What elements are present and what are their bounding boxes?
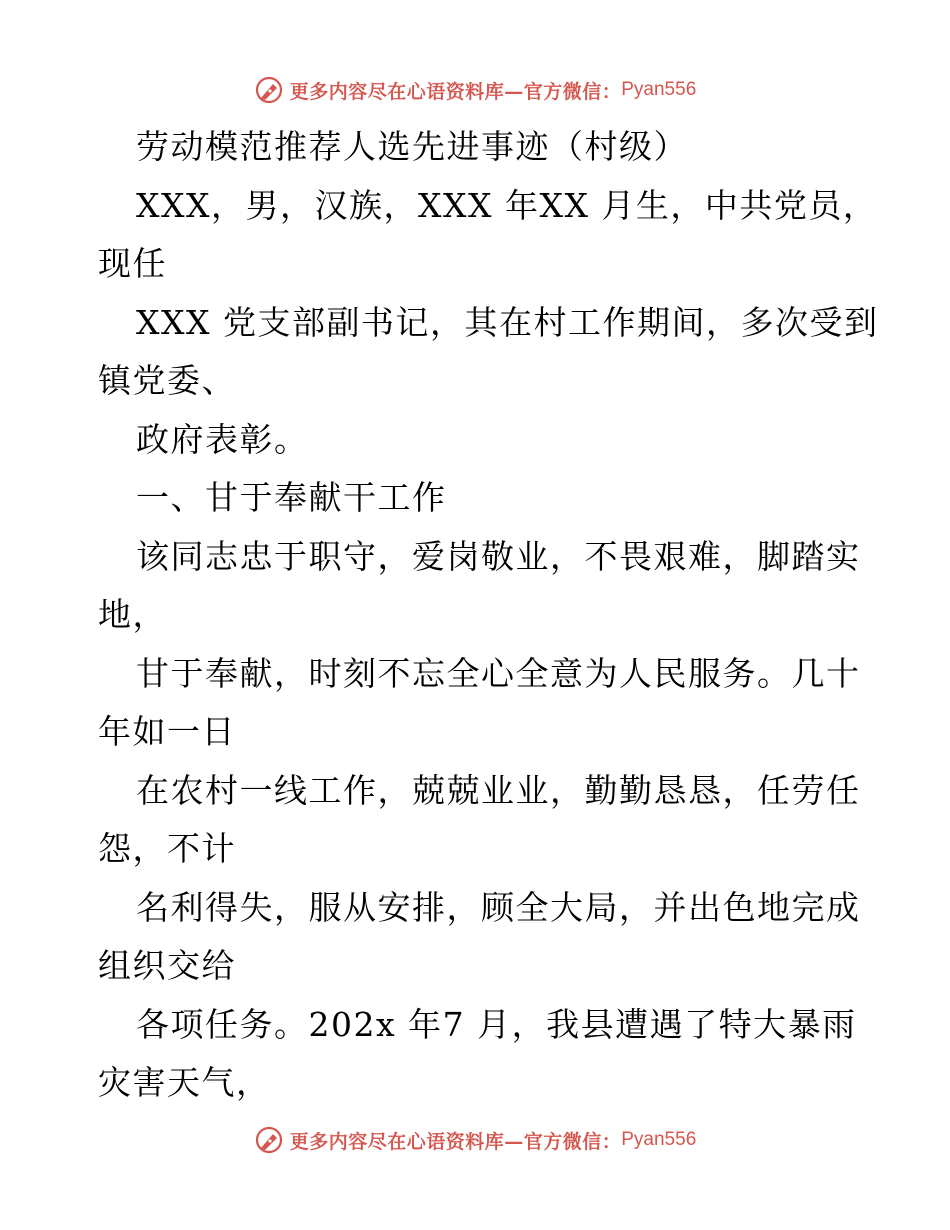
document-title: 劳动模范推荐人选先进事迹（村级）: [136, 127, 688, 166]
paragraph-line: 现任: [98, 244, 167, 283]
section-heading: 一、甘于奉献干工作: [136, 478, 447, 517]
paragraph-line: XXX，男，汉族，XXX 年XX 月生，中共党员，: [136, 185, 878, 225]
paragraph-line: 年如一日: [98, 712, 236, 751]
watermark-text: 更多内容尽在心语资料库—官方微信：: [289, 1130, 622, 1153]
watermark-text: 更多内容尽在心语资料库—官方微信：: [289, 80, 622, 103]
paragraph-line: 组织交给: [98, 946, 236, 985]
paragraph-line: 甘于奉献，时刻不忘全心全意为人民服务。几十: [136, 653, 861, 693]
header-watermark: [0, 70, 950, 110]
document-body: [98, 118, 879, 1113]
paragraph-line: 地，: [98, 595, 167, 634]
watermark-id: Pyan556: [621, 79, 697, 100]
paragraph-line: 灾害天气，: [98, 1063, 271, 1102]
pen-nib-circle-icon: [254, 75, 284, 105]
pen-nib-circle-icon: [254, 1125, 284, 1155]
footer-watermark: [0, 1120, 950, 1160]
paragraph-line: 名利得失，服从安排，顾全大局，并出色地完成: [136, 887, 861, 927]
paragraph-line: 该同志忠于职守，爱岗敬业，不畏艰难，脚踏实: [136, 536, 861, 576]
paragraph-line: XXX 党支部副书记，其在村工作期间，多次受到: [136, 302, 879, 342]
watermark-id: Pyan556: [621, 1129, 697, 1150]
paragraph-line: 各项任务。202x 年7 月，我县遭遇了特大暴雨: [136, 1004, 857, 1044]
paragraph-line: 怨，不计: [98, 829, 236, 868]
paragraph-line: 在农村一线工作，兢兢业业，勤勤恳恳，任劳任: [136, 770, 861, 810]
paragraph-line: 镇党委、: [98, 361, 236, 400]
paragraph-line: 政府表彰。: [136, 419, 309, 459]
